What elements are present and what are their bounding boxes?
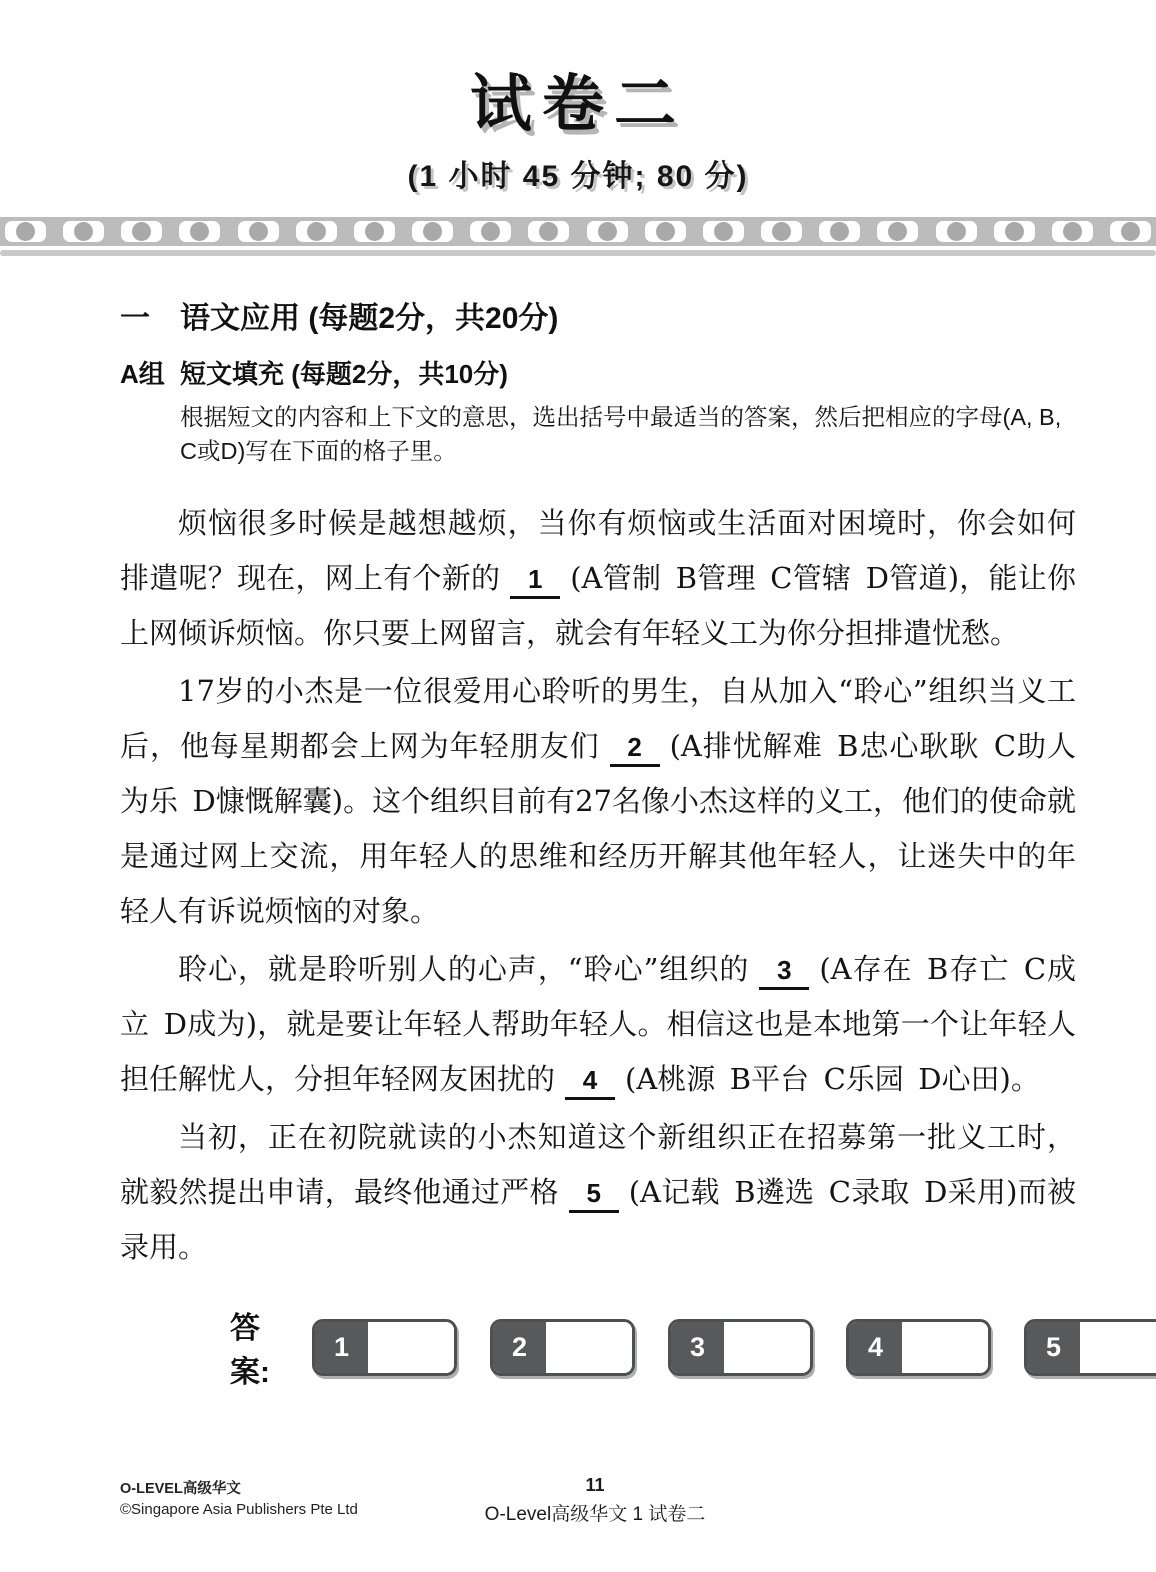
answer-box-blank	[1080, 1322, 1156, 1373]
answer-box-blank	[902, 1322, 988, 1373]
answer-boxes	[312, 1319, 1156, 1376]
filmstrip-cell	[296, 221, 337, 242]
filmstrip-cell	[761, 221, 802, 242]
filmstrip-dot	[1063, 222, 1082, 241]
filmstrip-dot	[539, 222, 558, 241]
filmstrip-dot	[16, 222, 35, 241]
section-heading	[120, 293, 1076, 337]
answer-label: 答案:	[230, 1312, 270, 1390]
filmstrip-dot	[481, 222, 500, 241]
answer-box-blank	[368, 1322, 454, 1373]
filmstrip-cell	[412, 221, 453, 242]
filmstrip-dot	[598, 222, 617, 241]
blank-5: 5	[569, 1176, 619, 1213]
filmstrip-dot	[888, 222, 907, 241]
answer-box-number: 4	[849, 1322, 902, 1373]
answer-box-blank	[546, 1322, 632, 1373]
filmstrip-dot	[74, 222, 93, 241]
answer-box	[312, 1319, 457, 1376]
blank-3: 3	[759, 953, 809, 990]
footer-series: O-LEVEL高级华文	[120, 1481, 241, 1497]
filmstrip-dot	[132, 222, 151, 241]
filmstrip-dot	[1121, 222, 1140, 241]
filmstrip-cell	[121, 221, 162, 242]
filmstrip-divider	[0, 213, 1156, 259]
content-area	[120, 293, 1076, 1391]
blank-2: 2	[610, 730, 660, 767]
document-header	[0, 0, 1156, 195]
filmstrip-dot	[830, 222, 849, 241]
filmstrip-dot	[947, 222, 966, 241]
filmstrip-cell	[936, 221, 977, 242]
filmstrip-cell	[587, 221, 628, 242]
page-number: 11	[585, 1475, 605, 1495]
filmstrip-cell	[877, 221, 918, 242]
group-label: A组	[120, 359, 165, 389]
group-heading	[120, 354, 1076, 391]
answer-box-number: 3	[671, 1322, 724, 1373]
answer-box	[846, 1319, 991, 1376]
instructions-text: 根据短文的内容和上下文的意思，选出括号中最适当的答案，然后把相应的字母(A, B, C或D)写在下面的格子里。	[180, 404, 1062, 465]
answer-box-blank	[724, 1322, 810, 1373]
passage-paragraph: 烦恼很多时候是越想越烦，当你有烦恼或生活面对困境时，你会如何排遣呢？现在，网上有个新的 1 (A管制 B管理 C管辖 D管道)，能让你上网倾诉烦恼。你只要上网留言，就会有年轻义工为你分担排遣忧愁。	[120, 506, 1076, 651]
filmstrip-cell	[1110, 221, 1151, 242]
blank-4: 4	[565, 1063, 615, 1100]
group-title: 短文填充 (每题2分，共10分)	[180, 359, 508, 389]
filmstrip-cell	[354, 221, 395, 242]
passage	[120, 496, 1076, 1275]
answer-box-number: 2	[493, 1322, 546, 1373]
filmstrip-dot	[656, 222, 675, 241]
footer-page-label: O-Level高级华文 1 试卷二	[484, 1504, 706, 1525]
filmstrip-dot	[190, 222, 209, 241]
filmstrip-cell	[703, 221, 744, 242]
answer-box	[1024, 1319, 1156, 1376]
passage-paragraph: 当初，正在初院就读的小杰知道这个新组织正在招募第一批义工时，就毅然提出申请，最终他通过严格 5 (A记载 B遴选 C录取 D采用)而被录用。	[120, 1120, 1076, 1265]
section-title: 语文应用 (每题2分，共20分)	[180, 302, 559, 335]
filmstrip-underline	[0, 250, 1156, 256]
filmstrip-cell	[63, 221, 104, 242]
filmstrip-dot	[714, 222, 733, 241]
answer-box-number: 1	[315, 1322, 368, 1373]
filmstrip-dot	[307, 222, 326, 241]
page-title: 试卷二	[469, 70, 686, 139]
filmstrip-cell	[819, 221, 860, 242]
filmstrip-cell	[470, 221, 511, 242]
answer-box	[490, 1319, 635, 1376]
filmstrip-cell	[645, 221, 686, 242]
filmstrip-dot	[249, 222, 268, 241]
filmstrip-cell	[1052, 221, 1093, 242]
answer-box-number: 5	[1027, 1322, 1080, 1373]
blank-1: 1	[510, 562, 560, 599]
filmstrip-cell	[994, 221, 1035, 242]
filmstrip-cell	[5, 221, 46, 242]
section-number: 一	[120, 302, 150, 335]
footer-center	[485, 1475, 706, 1526]
answer-row	[230, 1303, 1076, 1391]
passage-paragraph: 聆心，就是聆听别人的心声，“聆心”组织的 3 (A存在 B存亡 C成立 D成为)，就是要让年轻人帮助年轻人。相信这也是本地第一个让年轻人担任解忧人，分担年轻网友困扰的 4 (A桃源 B平台 C乐园 D心田)。	[120, 942, 1076, 1107]
filmstrip-band	[0, 217, 1156, 246]
passage-paragraph: 17岁的小杰是一位很爱用心聆听的男生，自从加入“聆心”组织当义工后，他每星期都会上网为年轻朋友们 2 (A排忧解难 B忠心耿耿 C助人为乐 D慷慨解囊)。这个组织目前有27名像小杰这样的义工，他们的使命就是通过网上交流，用年轻人的思维和经历开解其他年轻人，让迷失中的年轻人有诉说烦恼的对象。	[120, 674, 1076, 929]
filmstrip-dot	[365, 222, 384, 241]
filmstrip-dot	[423, 222, 442, 241]
footer-left	[120, 1480, 358, 1520]
filmstrip-dot	[772, 222, 791, 241]
footer-publisher: ©Singapore Asia Publishers Pte Ltd	[120, 1500, 358, 1518]
answer-box	[668, 1319, 813, 1376]
page-subtitle: (1 小时 45 分钟; 80 分)	[407, 160, 749, 193]
filmstrip-cell	[528, 221, 569, 242]
filmstrip-cell	[238, 221, 279, 242]
filmstrip-cell	[179, 221, 220, 242]
filmstrip-dot	[1005, 222, 1024, 241]
